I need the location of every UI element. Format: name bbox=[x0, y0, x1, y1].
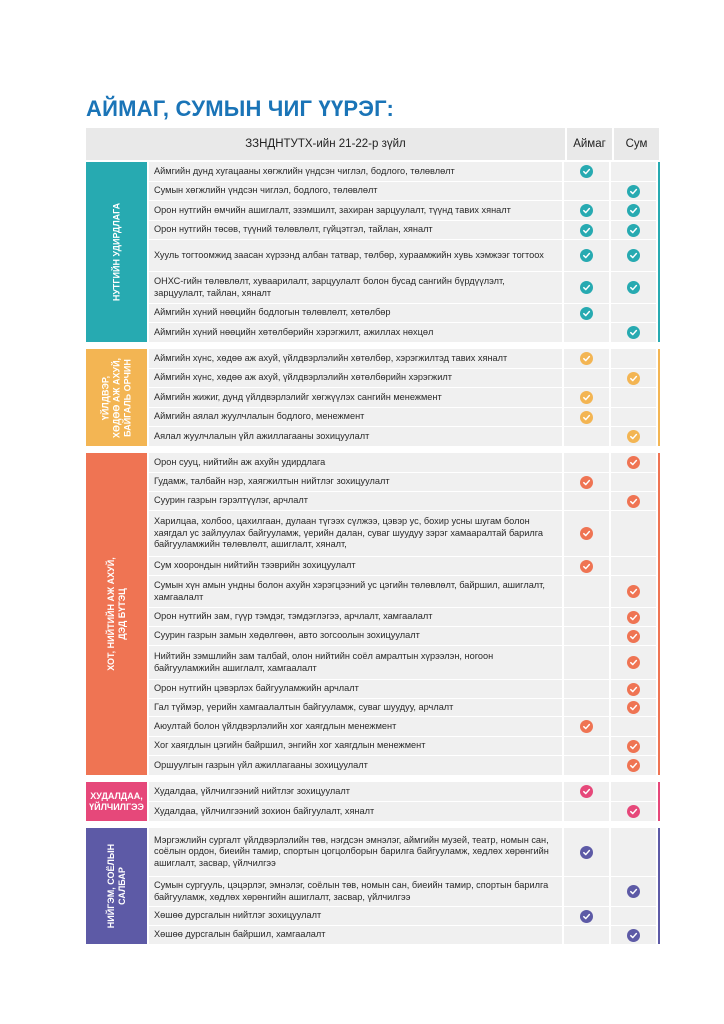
cell-aimag bbox=[564, 627, 609, 645]
section-label-text: ХУДАЛДАА, ҮЙЛЧИЛГЭЭ bbox=[89, 790, 144, 812]
header-sum: Сум bbox=[614, 128, 659, 160]
check-circle-icon bbox=[580, 476, 593, 489]
row-text: Аймгийн хүний нөөцийн бодлогын төлөвлөлт, хөтөлбөр bbox=[149, 304, 562, 322]
cell-sum bbox=[611, 182, 656, 200]
row-text: Нийтийн зэмшлийн зам талбай, олон нийтийн соёл амралтын хүрээлэн, ногоон байгууламжийн ашиглалт, хамгаалалт bbox=[149, 646, 562, 679]
cell-sum bbox=[611, 240, 656, 271]
check-circle-icon bbox=[580, 910, 593, 923]
row-text: Аялал жуулчлалын үйл ажиллагааны зохицуулалт bbox=[149, 427, 562, 446]
section-label-text: НИЙГЭМ, СОЁЛЫН САЛБАР bbox=[105, 843, 127, 929]
cell-sum bbox=[611, 408, 656, 426]
row-text: Гал түймэр, үерийн хамгаалалтын байгууламж, суваг шуудуу, арчлалт bbox=[149, 699, 562, 716]
table-row bbox=[149, 473, 659, 491]
page-title: АЙМАГ, СУМЫН ЧИГ ҮҮРЭГ: bbox=[86, 96, 395, 121]
row-text: Гудамж, талбайн нэр, хаягжилтын нийтлэг зохицуулалт bbox=[149, 473, 562, 491]
cell-sum bbox=[611, 802, 656, 821]
table-row bbox=[149, 240, 659, 271]
check-circle-icon bbox=[580, 785, 593, 798]
check-circle-icon bbox=[580, 411, 593, 424]
check-circle-icon bbox=[627, 611, 640, 624]
cell-aimag bbox=[564, 492, 609, 510]
row-text: Орон сууц, нийтийн аж ахуйн удирдлага bbox=[149, 453, 562, 472]
table-row bbox=[149, 737, 659, 755]
cell-sum bbox=[611, 349, 656, 368]
check-circle-icon bbox=[627, 885, 640, 898]
check-circle-icon bbox=[627, 683, 640, 696]
check-circle-icon bbox=[627, 456, 640, 469]
cell-aimag bbox=[564, 907, 609, 925]
table-row bbox=[149, 802, 659, 821]
row-text: Орон нутгийн цэвэрлэх байгууламжийн арчлалт bbox=[149, 680, 562, 698]
cell-sum bbox=[611, 272, 656, 303]
cell-aimag bbox=[564, 557, 609, 575]
cell-sum bbox=[611, 221, 656, 239]
table-row bbox=[149, 272, 659, 303]
cell-sum bbox=[611, 511, 656, 556]
table-row bbox=[149, 608, 659, 626]
section-label-text: НУТГИЙН УДИРДЛАГА bbox=[111, 202, 121, 302]
section-label-text: ҮЙЛДВЭР, ХӨДӨӨ АЖ АХУЙ, БАЙГАЛЬ ОРЧИН bbox=[100, 357, 132, 438]
table-row bbox=[149, 369, 659, 387]
check-circle-icon bbox=[627, 281, 640, 294]
row-text: Оршуулгын газрын үйл ажиллагааны зохицуулалт bbox=[149, 756, 562, 775]
table-row bbox=[149, 907, 659, 925]
check-circle-icon bbox=[627, 585, 640, 598]
table-row bbox=[149, 756, 659, 775]
row-text: Аймгийн дунд хугацааны хөгжлийн үндсэн чиглэл, бодлого, төлөвлөлт bbox=[149, 162, 562, 181]
cell-sum bbox=[611, 926, 656, 944]
cell-aimag bbox=[564, 756, 609, 775]
row-text: Орон нутгийн төсөв, түүний төлөвлөлт, гүйцэтгэл, тайлан, хяналт bbox=[149, 221, 562, 239]
cell-sum bbox=[611, 388, 656, 407]
table-row bbox=[149, 162, 659, 181]
row-text: Харилцаа, холбоо, цахилгаан, дулаан түгээх сүлжээ, цэвэр ус, бохир усны шугам болон хаягдал ус зайлуулах байгууламж, үерийн далан, суваг шуудуу зэрэг хамааралтай барилга байгууламжийн төлөвлөлт, ашиглалт, хяналт, bbox=[149, 511, 562, 556]
cell-aimag bbox=[564, 699, 609, 716]
row-text: Аймгийн хүнс, хөдөө аж ахуй, үйлдвэрлэлийн хөтөлбөрийн хэрэгжилт bbox=[149, 369, 562, 387]
check-circle-icon bbox=[627, 759, 640, 772]
section-label bbox=[86, 453, 147, 775]
cell-aimag bbox=[564, 782, 609, 801]
cell-sum bbox=[611, 608, 656, 626]
check-circle-icon bbox=[627, 224, 640, 237]
cell-aimag bbox=[564, 427, 609, 446]
table-row bbox=[149, 323, 659, 342]
cell-aimag bbox=[564, 388, 609, 407]
cell-sum bbox=[611, 162, 656, 181]
row-text: Аюултай болон үйлдвэрлэлийн хог хаягдлын менежмент bbox=[149, 717, 562, 736]
cell-aimag bbox=[564, 646, 609, 679]
header-aimag: Аймаг bbox=[567, 128, 612, 160]
check-circle-icon bbox=[580, 249, 593, 262]
row-text: Мэргэжлийн сургалт үйлдвэрлэлийн төв, нэгдсэн эмнэлэг, аймгийн музей, театр, номын сан, соёлын ордон, биеийн тамир, спортын цогцолборын барилга байгууламж, хөдлөх хөрөнгийн ашиглалт, засвар, үйлчилгээ bbox=[149, 828, 562, 876]
check-circle-icon bbox=[580, 281, 593, 294]
table-row bbox=[149, 926, 659, 944]
check-circle-icon bbox=[627, 204, 640, 217]
table-row bbox=[149, 828, 659, 876]
cell-sum bbox=[611, 907, 656, 925]
check-circle-icon bbox=[627, 249, 640, 262]
cell-aimag bbox=[564, 511, 609, 556]
check-circle-icon bbox=[627, 326, 640, 339]
section-label bbox=[86, 782, 147, 821]
cell-aimag bbox=[564, 802, 609, 821]
check-circle-icon bbox=[580, 307, 593, 320]
cell-sum bbox=[611, 646, 656, 679]
row-text: Аймгийн хүнс, хөдөө аж ахуй, үйлдвэрлэлийн хөтөлбөр, хэрэгжилтэд тавих хяналт bbox=[149, 349, 562, 368]
cell-aimag bbox=[564, 608, 609, 626]
table-row bbox=[149, 557, 659, 575]
section bbox=[86, 349, 661, 446]
row-text: Хууль тогтоомжид заасан хүрээнд албан татвар, төлбөр, хураамжийн хувь хэмжээг тогтоох bbox=[149, 240, 562, 271]
table-row bbox=[149, 717, 659, 736]
section bbox=[86, 782, 661, 821]
row-text: Хөшөө дурсгалын байршил, хамгаалалт bbox=[149, 926, 562, 944]
cell-sum bbox=[611, 782, 656, 801]
table-row bbox=[149, 408, 659, 426]
cell-sum bbox=[611, 427, 656, 446]
cell-sum bbox=[611, 304, 656, 322]
table-row bbox=[149, 221, 659, 239]
cell-aimag bbox=[564, 877, 609, 906]
table-row bbox=[149, 427, 659, 446]
check-circle-icon bbox=[627, 656, 640, 669]
cell-sum bbox=[611, 557, 656, 575]
cell-sum bbox=[611, 877, 656, 906]
row-text: Аймгийн жижиг, дунд үйлдвэрлэлийг хөгжүүлэх сангийн менежмент bbox=[149, 388, 562, 407]
table-row bbox=[149, 782, 659, 801]
row-text: Сумын хөгжлийн үндсэн чиглэл, бодлого, төлөвлөлт bbox=[149, 182, 562, 200]
cell-aimag bbox=[564, 576, 609, 607]
table-row bbox=[149, 388, 659, 407]
section bbox=[86, 453, 661, 775]
cell-aimag bbox=[564, 828, 609, 876]
section-label-text: ХОТ, НИЙТИЙН АЖ АХУЙ, ДЭД БҮТЭЦ bbox=[105, 557, 127, 671]
check-circle-icon bbox=[627, 185, 640, 198]
cell-sum bbox=[611, 453, 656, 472]
cell-aimag bbox=[564, 323, 609, 342]
row-text: Худалдаа, үйлчилгээний зохион байгуулалт, хяналт bbox=[149, 802, 562, 821]
cell-aimag bbox=[564, 349, 609, 368]
check-circle-icon bbox=[580, 165, 593, 178]
table-row bbox=[149, 511, 659, 556]
cell-sum bbox=[611, 323, 656, 342]
cell-aimag bbox=[564, 473, 609, 491]
table-row bbox=[149, 182, 659, 200]
cell-aimag bbox=[564, 304, 609, 322]
cell-aimag bbox=[564, 221, 609, 239]
table-row bbox=[149, 304, 659, 322]
cell-aimag bbox=[564, 453, 609, 472]
check-circle-icon bbox=[627, 929, 640, 942]
check-circle-icon bbox=[580, 527, 593, 540]
cell-aimag bbox=[564, 680, 609, 698]
table-row bbox=[149, 349, 659, 368]
check-circle-icon bbox=[627, 740, 640, 753]
cell-aimag bbox=[564, 717, 609, 736]
row-text: Худалдаа, үйлчилгээний нийтлэг зохицуулалт bbox=[149, 782, 562, 801]
table-row bbox=[149, 699, 659, 716]
row-text: Хөшөө дурсгалын нийтлэг зохицуулалт bbox=[149, 907, 562, 925]
cell-sum bbox=[611, 756, 656, 775]
check-circle-icon bbox=[580, 720, 593, 733]
cell-sum bbox=[611, 699, 656, 716]
cell-aimag bbox=[564, 182, 609, 200]
cell-aimag bbox=[564, 272, 609, 303]
check-circle-icon bbox=[580, 204, 593, 217]
table-row bbox=[149, 627, 659, 645]
cell-sum bbox=[611, 473, 656, 491]
cell-sum bbox=[611, 680, 656, 698]
section-label bbox=[86, 828, 147, 944]
table-row bbox=[149, 453, 659, 472]
row-text: Суурин газрын замын хөдөлгөөн, авто зогсоолын зохицуулалт bbox=[149, 627, 562, 645]
row-text: Сумын сургууль, цэцэрлэг, эмнэлэг, соёлын төв, номын сан, биеийн тамир, спортын барилга байгууламж, хөдлөх хөрөнгийн ашиглалт, засвар, үйлчилгээ bbox=[149, 877, 562, 906]
section bbox=[86, 828, 661, 944]
cell-aimag bbox=[564, 201, 609, 220]
check-circle-icon bbox=[627, 701, 640, 714]
row-text: Орон нутгийн өмчийн ашиглалт, эзэмшилт, захиран зарцуулалт, түүнд тавих хяналт bbox=[149, 201, 562, 220]
row-text: Сумын хүн амын ундны болон ахуйн хэрэгцээний ус цэгийн төлөвлөлт, байршил, ашиглалт, хамгаалалт bbox=[149, 576, 562, 607]
row-text: ОНХС-гийн төлөвлөлт, хуваарилалт, зарцуулалт болон бусад сангийн бүрдүүлэлт, зарцуулалт, тайлан, хяналт bbox=[149, 272, 562, 303]
cell-sum bbox=[611, 369, 656, 387]
cell-aimag bbox=[564, 408, 609, 426]
cell-aimag bbox=[564, 926, 609, 944]
row-text: Аймгийн аялал жуулчлалын бодлого, менежмент bbox=[149, 408, 562, 426]
row-text: Хог хаягдлын цэгийн байршил, энгийн хог хаягдлын менежмент bbox=[149, 737, 562, 755]
check-circle-icon bbox=[580, 224, 593, 237]
cell-aimag bbox=[564, 162, 609, 181]
row-text: Сум хоорондын нийтийн тээврийн зохицуулалт bbox=[149, 557, 562, 575]
check-circle-icon bbox=[580, 352, 593, 365]
check-circle-icon bbox=[627, 372, 640, 385]
check-circle-icon bbox=[580, 560, 593, 573]
section bbox=[86, 162, 661, 342]
cell-aimag bbox=[564, 369, 609, 387]
check-circle-icon bbox=[627, 630, 640, 643]
table-row bbox=[149, 576, 659, 607]
check-circle-icon bbox=[627, 495, 640, 508]
table-row bbox=[149, 201, 659, 220]
table-row bbox=[149, 680, 659, 698]
section-label bbox=[86, 349, 147, 446]
cell-sum bbox=[611, 492, 656, 510]
cell-sum bbox=[611, 201, 656, 220]
table-row bbox=[149, 492, 659, 510]
check-circle-icon bbox=[627, 430, 640, 443]
cell-sum bbox=[611, 737, 656, 755]
cell-aimag bbox=[564, 737, 609, 755]
cell-sum bbox=[611, 828, 656, 876]
header-main: ЗЗНДНТУТХ-ийн 21-22-р зүйл bbox=[86, 128, 565, 160]
cell-sum bbox=[611, 576, 656, 607]
section-label bbox=[86, 162, 147, 342]
check-circle-icon bbox=[627, 805, 640, 818]
cell-sum bbox=[611, 627, 656, 645]
table-row bbox=[149, 646, 659, 679]
row-text: Суурин газрын гэрэлтүүлэг, арчлалт bbox=[149, 492, 562, 510]
row-text: Орон нутгийн зам, гүүр тэмдэг, тэмдэглэгээ, арчлалт, хамгаалалт bbox=[149, 608, 562, 626]
table-row bbox=[149, 877, 659, 906]
check-circle-icon bbox=[580, 846, 593, 859]
check-circle-icon bbox=[580, 391, 593, 404]
table-header bbox=[86, 128, 659, 160]
row-text: Аймгийн хүний нөөцийн хөтөлбөрийн хэрэгжилт, ажиллах нөхцөл bbox=[149, 323, 562, 342]
cell-aimag bbox=[564, 240, 609, 271]
cell-sum bbox=[611, 717, 656, 736]
